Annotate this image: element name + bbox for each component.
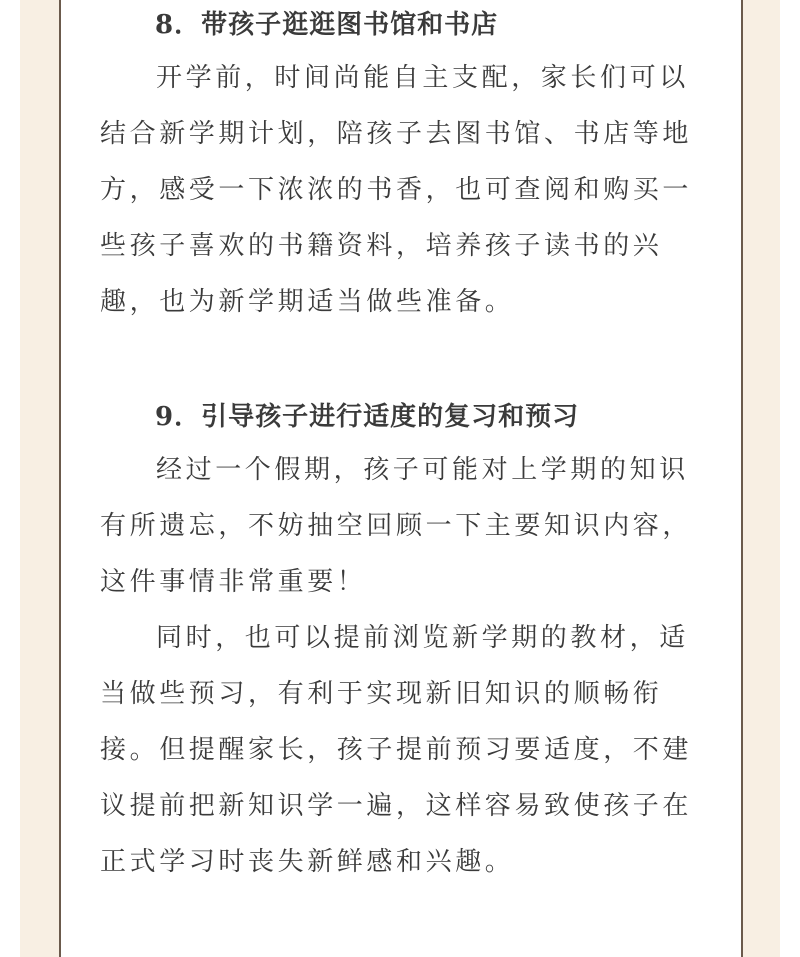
section-9-paragraph-1: 经过一个假期，孩子可能对上学期的知识有所遗忘，不妨抽空回顾一下主要知识内容，这件事情非常重要！	[100, 455, 693, 597]
left-decorative-band	[20, 0, 60, 957]
right-decorative-band	[740, 0, 780, 957]
section-8-paragraph-1: 开学前，时间尚能自主支配，家长们可以结合新学期计划，陪孩子去图书馆、书店等地方，感受一下浓浓的书香，也可查阅和购买一些孩子喜欢的书籍资料，培养孩子读书的兴趣，也为新学期适当做些准备。	[100, 63, 693, 317]
section-8-title: 8．带孩子逛逛图书馆和书店	[155, 10, 499, 40]
section-9-title: 9．引导孩子进行适度的复习和预习	[155, 402, 580, 432]
section-9-paragraph-2: 同时，也可以提前浏览新学期的教材，适当做些预习，有利于实现新旧知识的顺畅衔接。但提醒家长，孩子提前预习要适度，不建议提前把新知识学一遍，这样容易致使孩子在正式学习时丧失新鲜感和兴趣。	[100, 623, 693, 877]
